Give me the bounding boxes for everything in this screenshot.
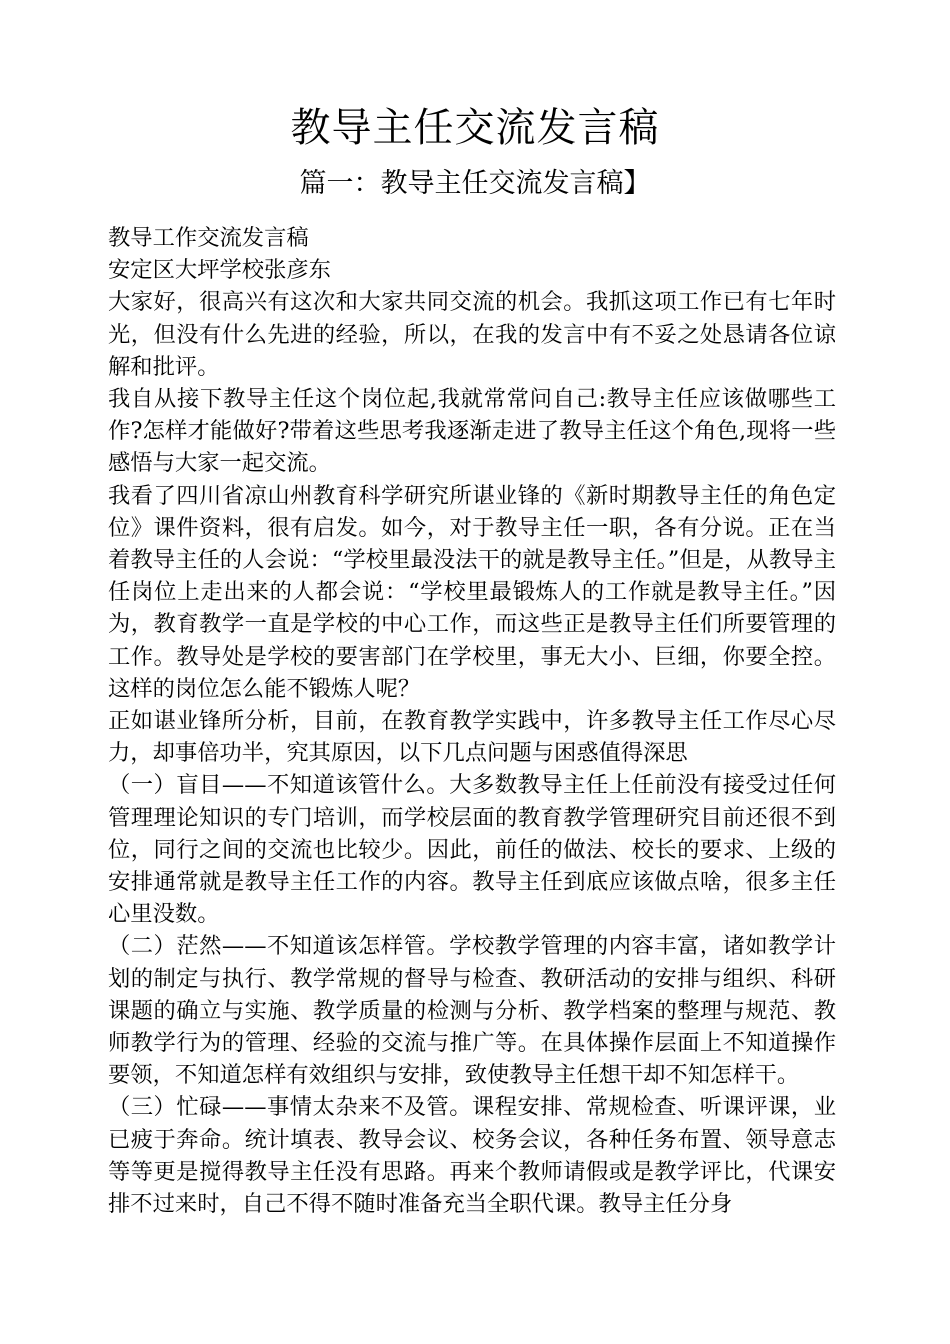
paragraph-point-two: （二）茫然——不知道该怎样管。学校教学管理的内容丰富，诸如教学计划的制定与执行、教学常规的督导与检查、教研活动的安排与组织、科研课题的确立与实施、教学质量的检测与分析、教学档案的整理与规范、教师教学行为的管理、经验的交流与推广等。在具体操作层面上不知道操作要领，不知道怎样有效组织与安排，致使教导主任想干却不知怎样干。 xyxy=(108,933,836,1089)
paragraph-role-definition: 我看了四川省凉山州教育科学研究所谌业锋的《新时期教导主任的角色定位》课件资料，很有启发。如今，对于教导主任一职，各有分说。正在当着教导主任的人会说：“学校里最没法干的就是教导主任。”但是，从教导主任岗位上走出来的人都会说：“学校里最锻炼人的工作就是教导主任。”因为，教育教学一直是学校的中心工作，而这些正是教导主任们所要管理的工作。教导处是学校的要害部门在学校里，事无大小、巨细，你要全控。这样的岗位怎么能不锻炼人呢？ xyxy=(108,482,836,702)
paragraph-self-question: 我自从接下教导主任这个岗位起,我就常常问自己:教导主任应该做哪些工作?怎样才能做好?带着这些思考我逐渐走进了教导主任这个角色,现将一些感悟与大家一起交流。 xyxy=(108,386,836,477)
document-body xyxy=(108,222,836,1220)
paragraph-greeting: 大家好，很高兴有这次和大家共同交流的机会。我抓这项工作已有七年时光，但没有什么先进的经验，所以，在我的发言中有不妥之处恳请各位谅解和批评。 xyxy=(108,289,836,380)
document-subtitle: 篇一：教导主任交流发言稿】 xyxy=(299,168,651,199)
speaker-line: 安定区大坪学校张彦东 xyxy=(108,257,331,284)
paragraph-point-three: （三）忙碌——事情太杂来不及管。课程安排、常规检查、听课评课，业已疲于奔命。统计填表、教导会议、校务会议，各种任务布置、领导意志等等更是搅得教导主任没有思路。再来个教师请假或是教学评比，代课安排不过来时，自己不得不随时准备充当全职代课。教导主任分身 xyxy=(108,1094,836,1218)
paragraph-analysis-intro: 正如谌业锋所分析，目前，在教育教学实践中，许多教导主任工作尽心尽力，却事倍功半，究其原因，以下几点问题与困惑值得深思 xyxy=(108,708,836,767)
document-title: 教导主任交流发言稿 xyxy=(290,105,660,151)
paragraph-point-one: （一）盲目——不知道该管什么。大多数教导主任上任前没有接受过任何管理理论知识的专门培训，而学校层面的教育教学管理研究目前还很不到位，同行之间的交流也比较少。因此，前任的做法、校长的要求、上级的安排通常就是教导主任工作的内容。教导主任到底应该做点啥，很多主任心里没数。 xyxy=(108,772,836,928)
speech-heading: 教导工作交流发言稿 xyxy=(108,225,309,251)
